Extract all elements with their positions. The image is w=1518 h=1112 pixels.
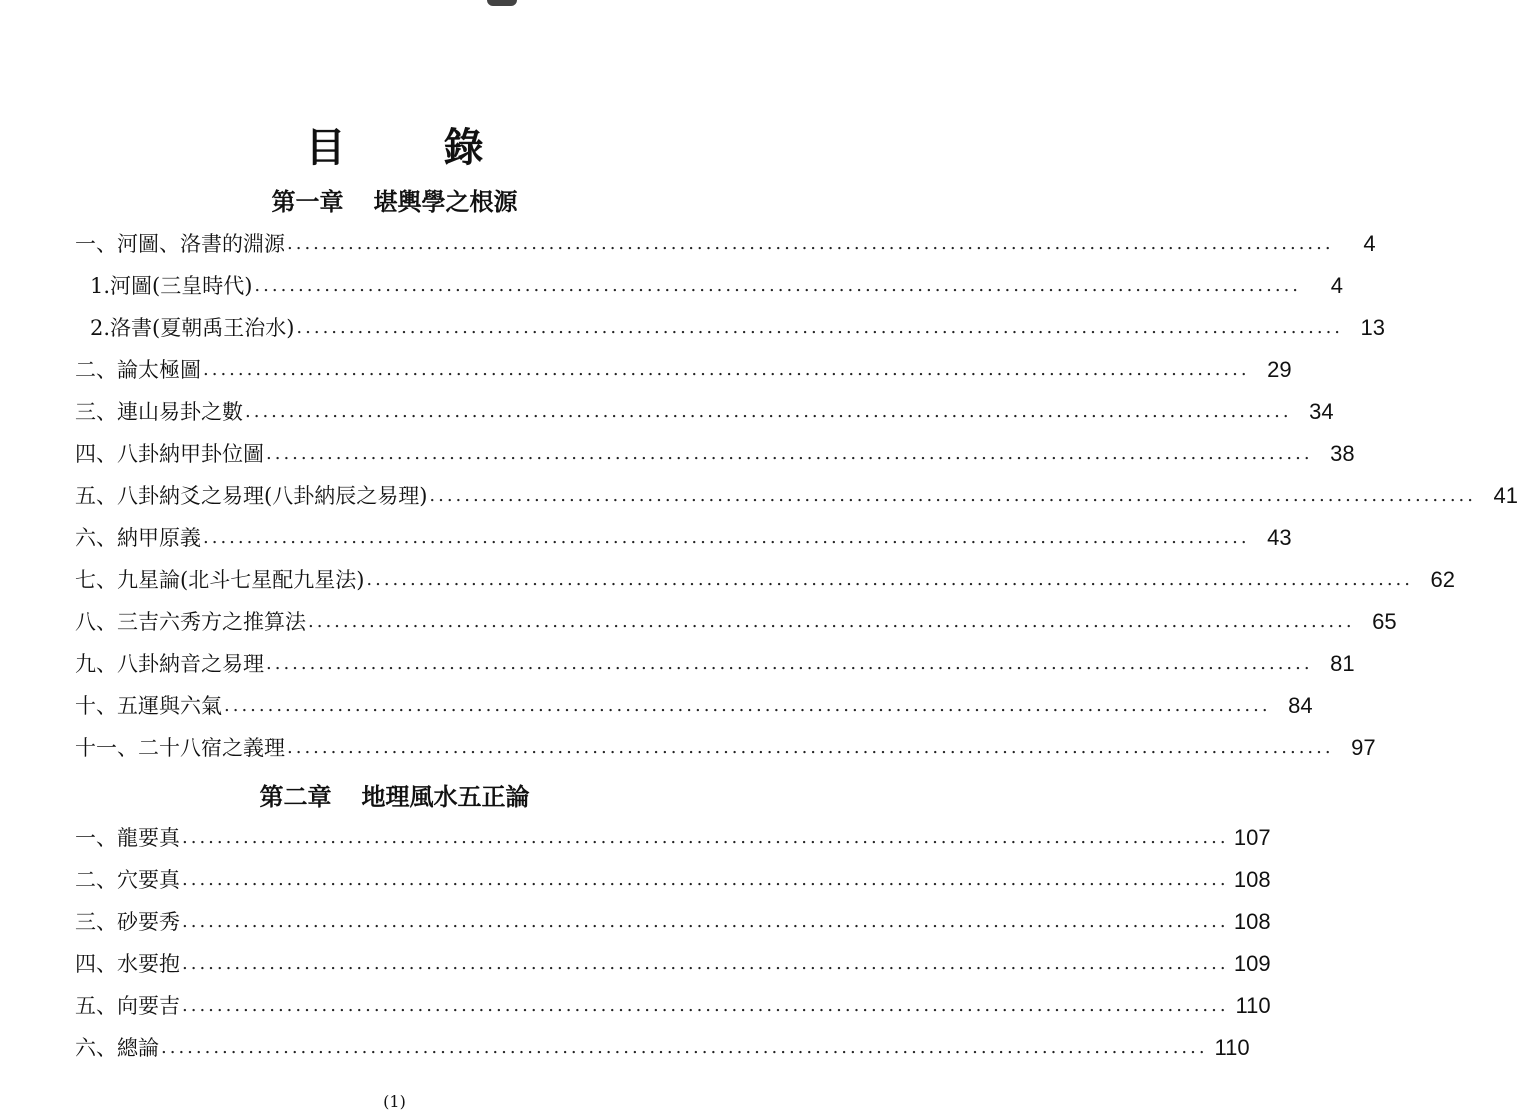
toc-entry[interactable]: [75, 901, 1271, 943]
entry-title: 二、穴要真: [75, 868, 180, 892]
leader-dots: ........................................................................................................................: [245, 401, 1292, 422]
entry-page: 81: [1330, 651, 1355, 676]
toc-entry[interactable]: [75, 817, 1271, 859]
toc-entry[interactable]: [75, 601, 1397, 643]
scan-mark: [487, 0, 517, 6]
entry-page: 41: [1493, 483, 1518, 508]
leader-dots: ........................................................................................................................: [203, 527, 1250, 548]
toc-entry[interactable]: [75, 727, 1376, 769]
leader-dots: ........................................................................................................................: [287, 233, 1334, 254]
entry-title: 1.河圖(三皇時代): [90, 274, 253, 298]
toc-entry[interactable]: [75, 349, 1292, 391]
toc-entry[interactable]: [75, 433, 1355, 475]
toc-entry[interactable]: [75, 391, 1334, 433]
entry-title: 十、五運與六氣: [75, 694, 222, 718]
entry-title: 四、八卦納甲卦位圖: [75, 442, 264, 466]
entry-title: 三、砂要秀: [75, 910, 180, 934]
toc-entry[interactable]: [75, 985, 1271, 1027]
entry-page: 62: [1430, 567, 1455, 592]
entry-page: 110: [1214, 1035, 1250, 1060]
toc-entry[interactable]: [75, 1027, 1250, 1069]
toc-entry[interactable]: [75, 559, 1455, 601]
leader-dots: ........................................................................................................................: [161, 1037, 1208, 1058]
entry-title: 三、連山易卦之數: [75, 400, 243, 424]
entry-page: 108: [1233, 867, 1271, 892]
entry-title: 八、三吉六秀方之推算法: [75, 610, 306, 634]
toc-entry[interactable]: [75, 643, 1355, 685]
entry-page: 110: [1235, 993, 1271, 1018]
chapter-name: 堪輿學之根源: [373, 188, 518, 216]
chapter-number: 第一章: [271, 188, 344, 216]
entry-page: 4: [1330, 273, 1344, 298]
chapter-heading: [0, 184, 789, 220]
entry-page: 34: [1309, 399, 1334, 424]
entry-page: 109: [1233, 951, 1271, 976]
toc-entry[interactable]: [90, 265, 1344, 307]
entry-page: 4: [1363, 231, 1376, 256]
toc-entry[interactable]: [75, 943, 1271, 985]
entry-page: 97: [1351, 735, 1376, 760]
entry-page: 38: [1330, 441, 1355, 466]
entry-page: 43: [1267, 525, 1292, 550]
leader-dots: ........................................................................................................................: [182, 869, 1229, 890]
entry-title: 九、八卦納音之易理: [75, 652, 264, 676]
entry-title: 十一、二十八宿之義理: [75, 736, 285, 760]
entry-title: 五、八卦納爻之易理(八卦納辰之易理): [75, 484, 428, 508]
page-number: (1): [383, 1092, 406, 1111]
entry-title: 一、河圖、洛書的淵源: [75, 232, 285, 256]
leader-dots: ........................................................................................................................: [287, 737, 1334, 758]
entry-title: 六、總論: [75, 1036, 159, 1060]
leader-dots: ........................................................................................................................: [366, 569, 1413, 590]
leader-dots: ........................................................................................................................: [429, 485, 1476, 506]
entry-title: 二、論太極圖: [75, 358, 201, 382]
entry-page: 13: [1360, 315, 1386, 340]
leader-dots: ........................................................................................................................: [182, 911, 1229, 932]
leader-dots: ........................................................................................................................: [296, 317, 1344, 338]
toc-entry[interactable]: [75, 475, 1518, 517]
leader-dots: ........................................................................................................................: [182, 827, 1229, 848]
entry-title: 一、龍要真: [75, 826, 180, 850]
chapter-name: 地理風水五正論: [361, 783, 530, 811]
entry-page: 84: [1288, 693, 1313, 718]
entry-page: 107: [1233, 825, 1271, 850]
entry-title: 四、水要抱: [75, 952, 180, 976]
toc-entry[interactable]: [75, 223, 1376, 265]
page-title: 目 錄: [305, 124, 526, 171]
leader-dots: ........................................................................................................................: [203, 359, 1250, 380]
chapter-heading: [0, 779, 789, 815]
entry-title: 六、納甲原義: [75, 526, 201, 550]
entry-title: 五、向要吉: [75, 994, 180, 1018]
chapter-number: 第二章: [259, 783, 332, 811]
leader-dots: ........................................................................................................................: [254, 275, 1302, 296]
leader-dots: ........................................................................................................................: [182, 953, 1229, 974]
toc-entry[interactable]: [75, 517, 1292, 559]
leader-dots: ........................................................................................................................: [308, 611, 1355, 632]
leader-dots: ........................................................................................................................: [224, 695, 1271, 716]
leader-dots: ........................................................................................................................: [266, 653, 1313, 674]
toc-entry[interactable]: [90, 307, 1386, 349]
entry-page: 65: [1372, 609, 1397, 634]
leader-dots: ........................................................................................................................: [182, 995, 1229, 1016]
entry-title: 2.洛書(夏朝禹王治水): [90, 316, 295, 340]
entry-title: 七、九星論(北斗七星配九星法): [75, 568, 365, 592]
toc-entry[interactable]: [75, 685, 1313, 727]
toc-entry[interactable]: [75, 859, 1271, 901]
entry-page: 108: [1233, 909, 1271, 934]
entry-page: 29: [1267, 357, 1292, 382]
leader-dots: ........................................................................................................................: [266, 443, 1313, 464]
